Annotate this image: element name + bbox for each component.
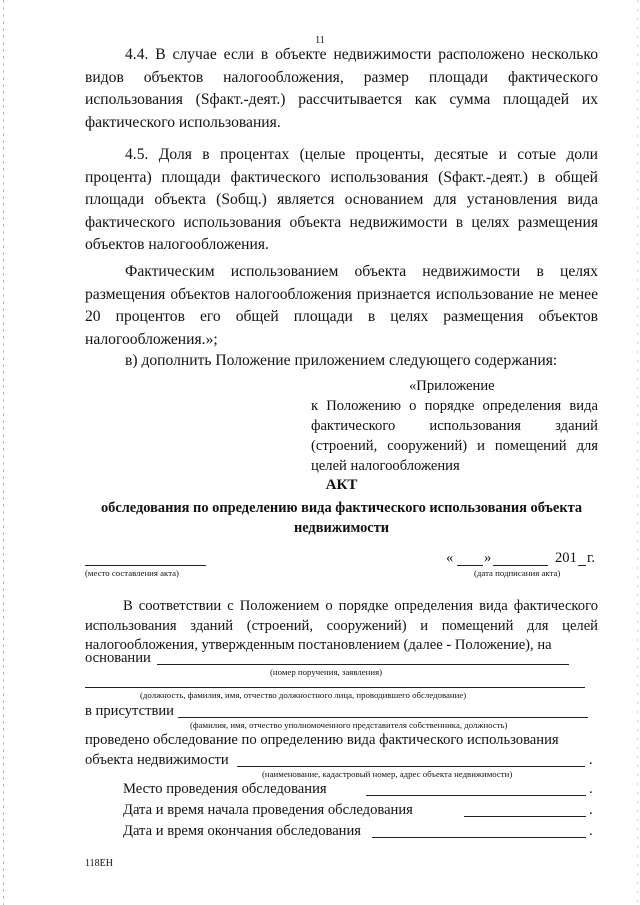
conducted-line: проведено обследование по определению вида фактического использования <box>85 732 559 748</box>
paragraph-actual-use: Фактическим использованием объекта недвижимости в целях размещения объектов налогообложения признается использование не менее 20 процентов его общей площади в целях размещения объектов налогообложения.»; <box>85 263 598 348</box>
paragraph-4-4: 4.4. В случае если в объекте недвижимости расположено несколько видов объектов налогообложения, размер площади фактического использования (Sфакт.-деят.) рассчитывается как сумма площадей их фактического использования. <box>85 46 598 131</box>
date-month-blank <box>493 565 548 566</box>
place-of-survey-blank <box>366 795 586 796</box>
end-datetime-dot: . <box>589 823 593 839</box>
date-close-quote: » <box>484 550 492 566</box>
end-datetime-blank <box>372 837 586 838</box>
basis-caption: (номер поручения, заявления) <box>270 667 383 677</box>
presence-caption: (фамилия, имя, отчество уполномоченного представителя собственника, должность) <box>190 720 508 730</box>
date-open-quote: « <box>446 550 454 566</box>
object-label: объекта недвижимости <box>85 752 229 768</box>
end-datetime-label: Дата и время окончания обследования <box>123 823 362 839</box>
start-datetime-dot: . <box>589 802 593 818</box>
object-blank-line <box>237 766 585 767</box>
date-year-blank <box>578 565 586 566</box>
date-day-blank <box>457 565 483 566</box>
presence-blank-line <box>178 717 588 718</box>
official-blank-line <box>85 687 585 688</box>
official-caption: (должность, фамилия, имя, отчество должностного лица, проводившего обследование) <box>140 690 467 700</box>
place-of-survey-dot: . <box>589 781 593 797</box>
paragraph-4-5: 4.5. Доля в процентах (целые проценты, десятые и сотые доли процента) площади фактического использования (Sфакт.-деят.) в общей площади объекта (Sобщ.) является основанием для установления вида фактического использования объекта недвижимости в целях размещения объектов налогообложения. <box>85 146 598 253</box>
date-year: 201 <box>555 550 577 566</box>
footer-code: 118ЕН <box>85 858 113 869</box>
date-caption: (дата подписания акта) <box>474 568 561 578</box>
act-subtitle: обследования по определению вида фактического использования объекта недвижимости <box>100 500 583 536</box>
place-of-survey-label: Место проведения обследования <box>123 781 327 797</box>
place-blank-line <box>85 565 206 566</box>
paragraph-amendment-v: в) дополнить Положение приложением следующего содержания: <box>125 352 558 369</box>
presence-label: в присутствии <box>85 703 174 719</box>
scan-edge-right <box>637 0 638 905</box>
act-title: АКТ <box>325 477 358 493</box>
start-datetime-blank <box>464 816 586 817</box>
date-year-suffix: г. <box>587 550 595 566</box>
appendix-text: к Положению о порядке определения вида фактического использования зданий (строений, сооружений) и помещений для целей налогообложения <box>311 398 598 474</box>
page-number: 11 <box>315 35 325 46</box>
place-caption: (место составления акта) <box>85 568 179 578</box>
scan-edge-left <box>3 0 4 905</box>
object-caption: (наименование, кадастровый номер, адрес объекта недвижимости) <box>262 769 513 779</box>
object-dot: . <box>589 752 593 768</box>
basis-blank-line <box>157 664 569 665</box>
start-datetime-label: Дата и время начала проведения обследования <box>123 802 413 818</box>
appendix-title: «Приложение <box>409 378 495 394</box>
intro-paragraph: В соответствии с Положением о порядке определения вида фактического использования зданий (строений, сооружений) и помещений для целей налогообложения, утвержденным постановлением (далее - Положение), на <box>85 598 598 653</box>
basis-label: основании <box>85 650 151 666</box>
